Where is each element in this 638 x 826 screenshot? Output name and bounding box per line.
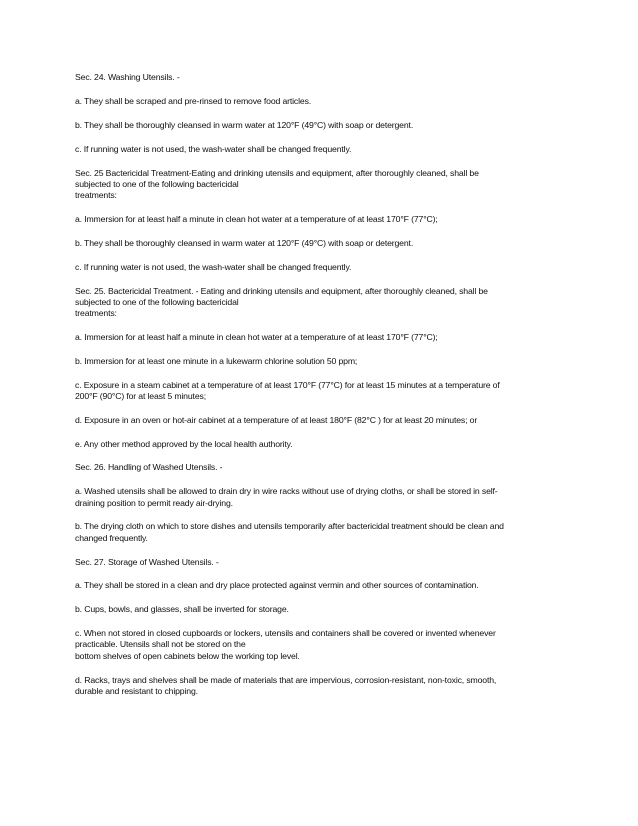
text-line: c. When not stored in closed cupboards or lockers, utensils and containers shall be covered or invented whenever xyxy=(75,628,496,639)
paragraph xyxy=(75,144,570,155)
section-heading xyxy=(75,462,570,473)
paragraph xyxy=(75,486,570,508)
paragraph xyxy=(75,120,570,131)
paragraph xyxy=(75,675,570,697)
text-line: b. The drying cloth on which to store dishes and utensils temporarily after bactericidal treatment should be clean and xyxy=(75,521,504,532)
text-line: Sec. 26. Handling of Washed Utensils. - xyxy=(75,462,223,473)
text-line: c. If running water is not used, the wash-water shall be changed frequently. xyxy=(75,261,352,272)
text-line: a. Immersion for at least half a minute in clean hot water at a temperature of at least 170°F (77°C); xyxy=(75,213,438,224)
section-heading xyxy=(75,168,570,202)
text-line: subjected to one of the following bactericidal xyxy=(75,178,239,189)
section-heading xyxy=(75,72,570,83)
paragraph xyxy=(75,580,570,591)
text-line: b. They shall be thoroughly cleansed in warm water at 120°F (49°C) with soap or detergent. xyxy=(75,237,414,248)
text-line: treatments: xyxy=(75,307,117,318)
paragraph xyxy=(75,96,570,107)
document-body xyxy=(75,72,570,710)
text-line: Sec. 27. Storage of Washed Utensils. - xyxy=(75,556,219,567)
text-line: d. Racks, trays and shelves shall be made of materials that are impervious, corrosion-resistant, non-toxic, smooth, xyxy=(75,674,497,685)
text-line: Sec. 25. Bactericidal Treatment. - Eating and drinking utensils and equipment, after thoroughly cleaned, shall be xyxy=(75,285,488,296)
paragraph xyxy=(75,415,570,426)
text-line: bottom shelves of open cabinets below the working top level. xyxy=(75,650,300,661)
text-line: changed frequently. xyxy=(75,532,148,543)
text-line: a. They shall be stored in a clean and dry place protected against vermin and other sources of contamination. xyxy=(75,580,479,591)
paragraph xyxy=(75,238,570,249)
paragraph xyxy=(75,356,570,367)
text-line: b. They shall be thoroughly cleansed in warm water at 120°F (49°C) with soap or detergent. xyxy=(75,119,414,130)
paragraph xyxy=(75,262,570,273)
text-line: e. Any other method approved by the local health authority. xyxy=(75,438,293,449)
text-line: Sec. 25 Bactericidal Treatment-Eating and drinking utensils and equipment, after thoroughly cleaned, shall be xyxy=(75,167,479,178)
text-line: a. They shall be scraped and pre-rinsed to remove food articles. xyxy=(75,95,312,106)
text-line: durable and resistant to chipping. xyxy=(75,685,198,696)
paragraph xyxy=(75,628,570,662)
text-line: practicable. Utensils shall not be stored on the xyxy=(75,639,246,650)
section-heading xyxy=(75,286,570,320)
paragraph xyxy=(75,214,570,225)
paragraph xyxy=(75,332,570,343)
text-line: d. Exposure in an oven or hot-air cabinet at a temperature of at least 180°F (82°C ) for at least 20 minutes; or xyxy=(75,414,478,425)
text-line: treatments: xyxy=(75,189,117,200)
paragraph xyxy=(75,604,570,615)
text-line: 200°F (90°C) for at least 5 minutes; xyxy=(75,390,206,401)
text-line: b. Immersion for at least one minute in a lukewarm chlorine solution 50 ppm; xyxy=(75,355,358,366)
text-line: c. If running water is not used, the wash-water shall be changed frequently. xyxy=(75,143,352,154)
text-line: draining position to permit ready air-drying. xyxy=(75,497,233,508)
text-line: a. Washed utensils shall be allowed to drain dry in wire racks without use of drying cloths, or shall be stored in self- xyxy=(75,486,498,497)
section-heading xyxy=(75,557,570,568)
text-line: a. Immersion for at least half a minute in clean hot water at a temperature of at least 170°F (77°C); xyxy=(75,331,438,342)
text-line: Sec. 24. Washing Utensils. - xyxy=(75,72,180,82)
text-line: c. Exposure in a steam cabinet at a temperature of at least 170°F (77°C) for at least 15 minutes at a temperature of xyxy=(75,379,500,390)
paragraph xyxy=(75,439,570,450)
paragraph xyxy=(75,521,570,543)
text-line: b. Cups, bowls, and glasses, shall be inverted for storage. xyxy=(75,604,289,615)
paragraph xyxy=(75,380,570,402)
text-line: subjected to one of the following bactericidal xyxy=(75,296,239,307)
